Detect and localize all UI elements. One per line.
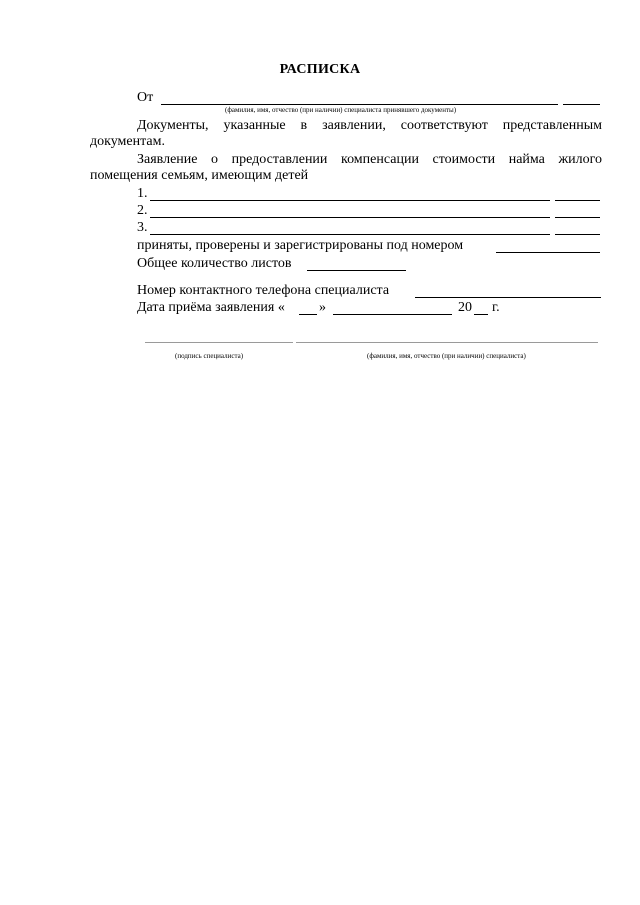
paragraph-1-line-1: Документы, указанные в заявлении, соответствуют представленным [137,118,602,133]
item-1-field[interactable] [150,200,550,201]
date-label: Дата приёма заявления « [137,300,285,315]
item-2-extra-field[interactable] [555,217,600,218]
signature-field[interactable] [145,342,293,343]
date-quote-close: » [319,300,326,315]
year-prefix: 20 [458,300,472,315]
phone-field[interactable] [415,297,601,298]
paragraph-2-line-2: помещения семьям, имеющим детей [90,168,309,183]
item-3-field[interactable] [150,234,550,235]
from-caption: (фамилия, имя, отчество (при наличии) специалиста принявшего документы) [225,106,457,114]
from-label: От [137,90,154,105]
registration-number-field[interactable] [496,252,600,253]
name-caption: (фамилия, имя, отчество (при наличии) специалиста) [367,352,526,360]
item-1-extra-field[interactable] [555,200,600,201]
year-suffix: г. [492,300,500,315]
document-title: РАСПИСКА [279,62,361,77]
item-3-number: 3. [137,220,148,235]
sheets-label: Общее количество листов [137,256,292,271]
phone-label: Номер контактного телефона специалиста [137,283,390,298]
signature-caption: (подпись специалиста) [175,352,244,360]
from-name-field[interactable] [161,104,558,105]
from-extra-field[interactable] [563,104,600,105]
item-2-number: 2. [137,203,148,218]
sheets-count-field[interactable] [307,270,406,271]
item-1-number: 1. [137,186,148,201]
paragraph-1-line-2: документам. [90,134,165,149]
registered-text: приняты, проверены и зарегистрированы под номером [137,238,464,253]
date-day-field[interactable] [299,314,317,315]
date-month-field[interactable] [333,314,452,315]
paragraph-2-line-1: Заявление о предоставлении компенсации стоимости найма жилого [137,152,602,167]
item-2-field[interactable] [150,217,550,218]
year-field[interactable] [474,314,488,315]
item-3-extra-field[interactable] [555,234,600,235]
specialist-name-field[interactable] [296,342,598,343]
